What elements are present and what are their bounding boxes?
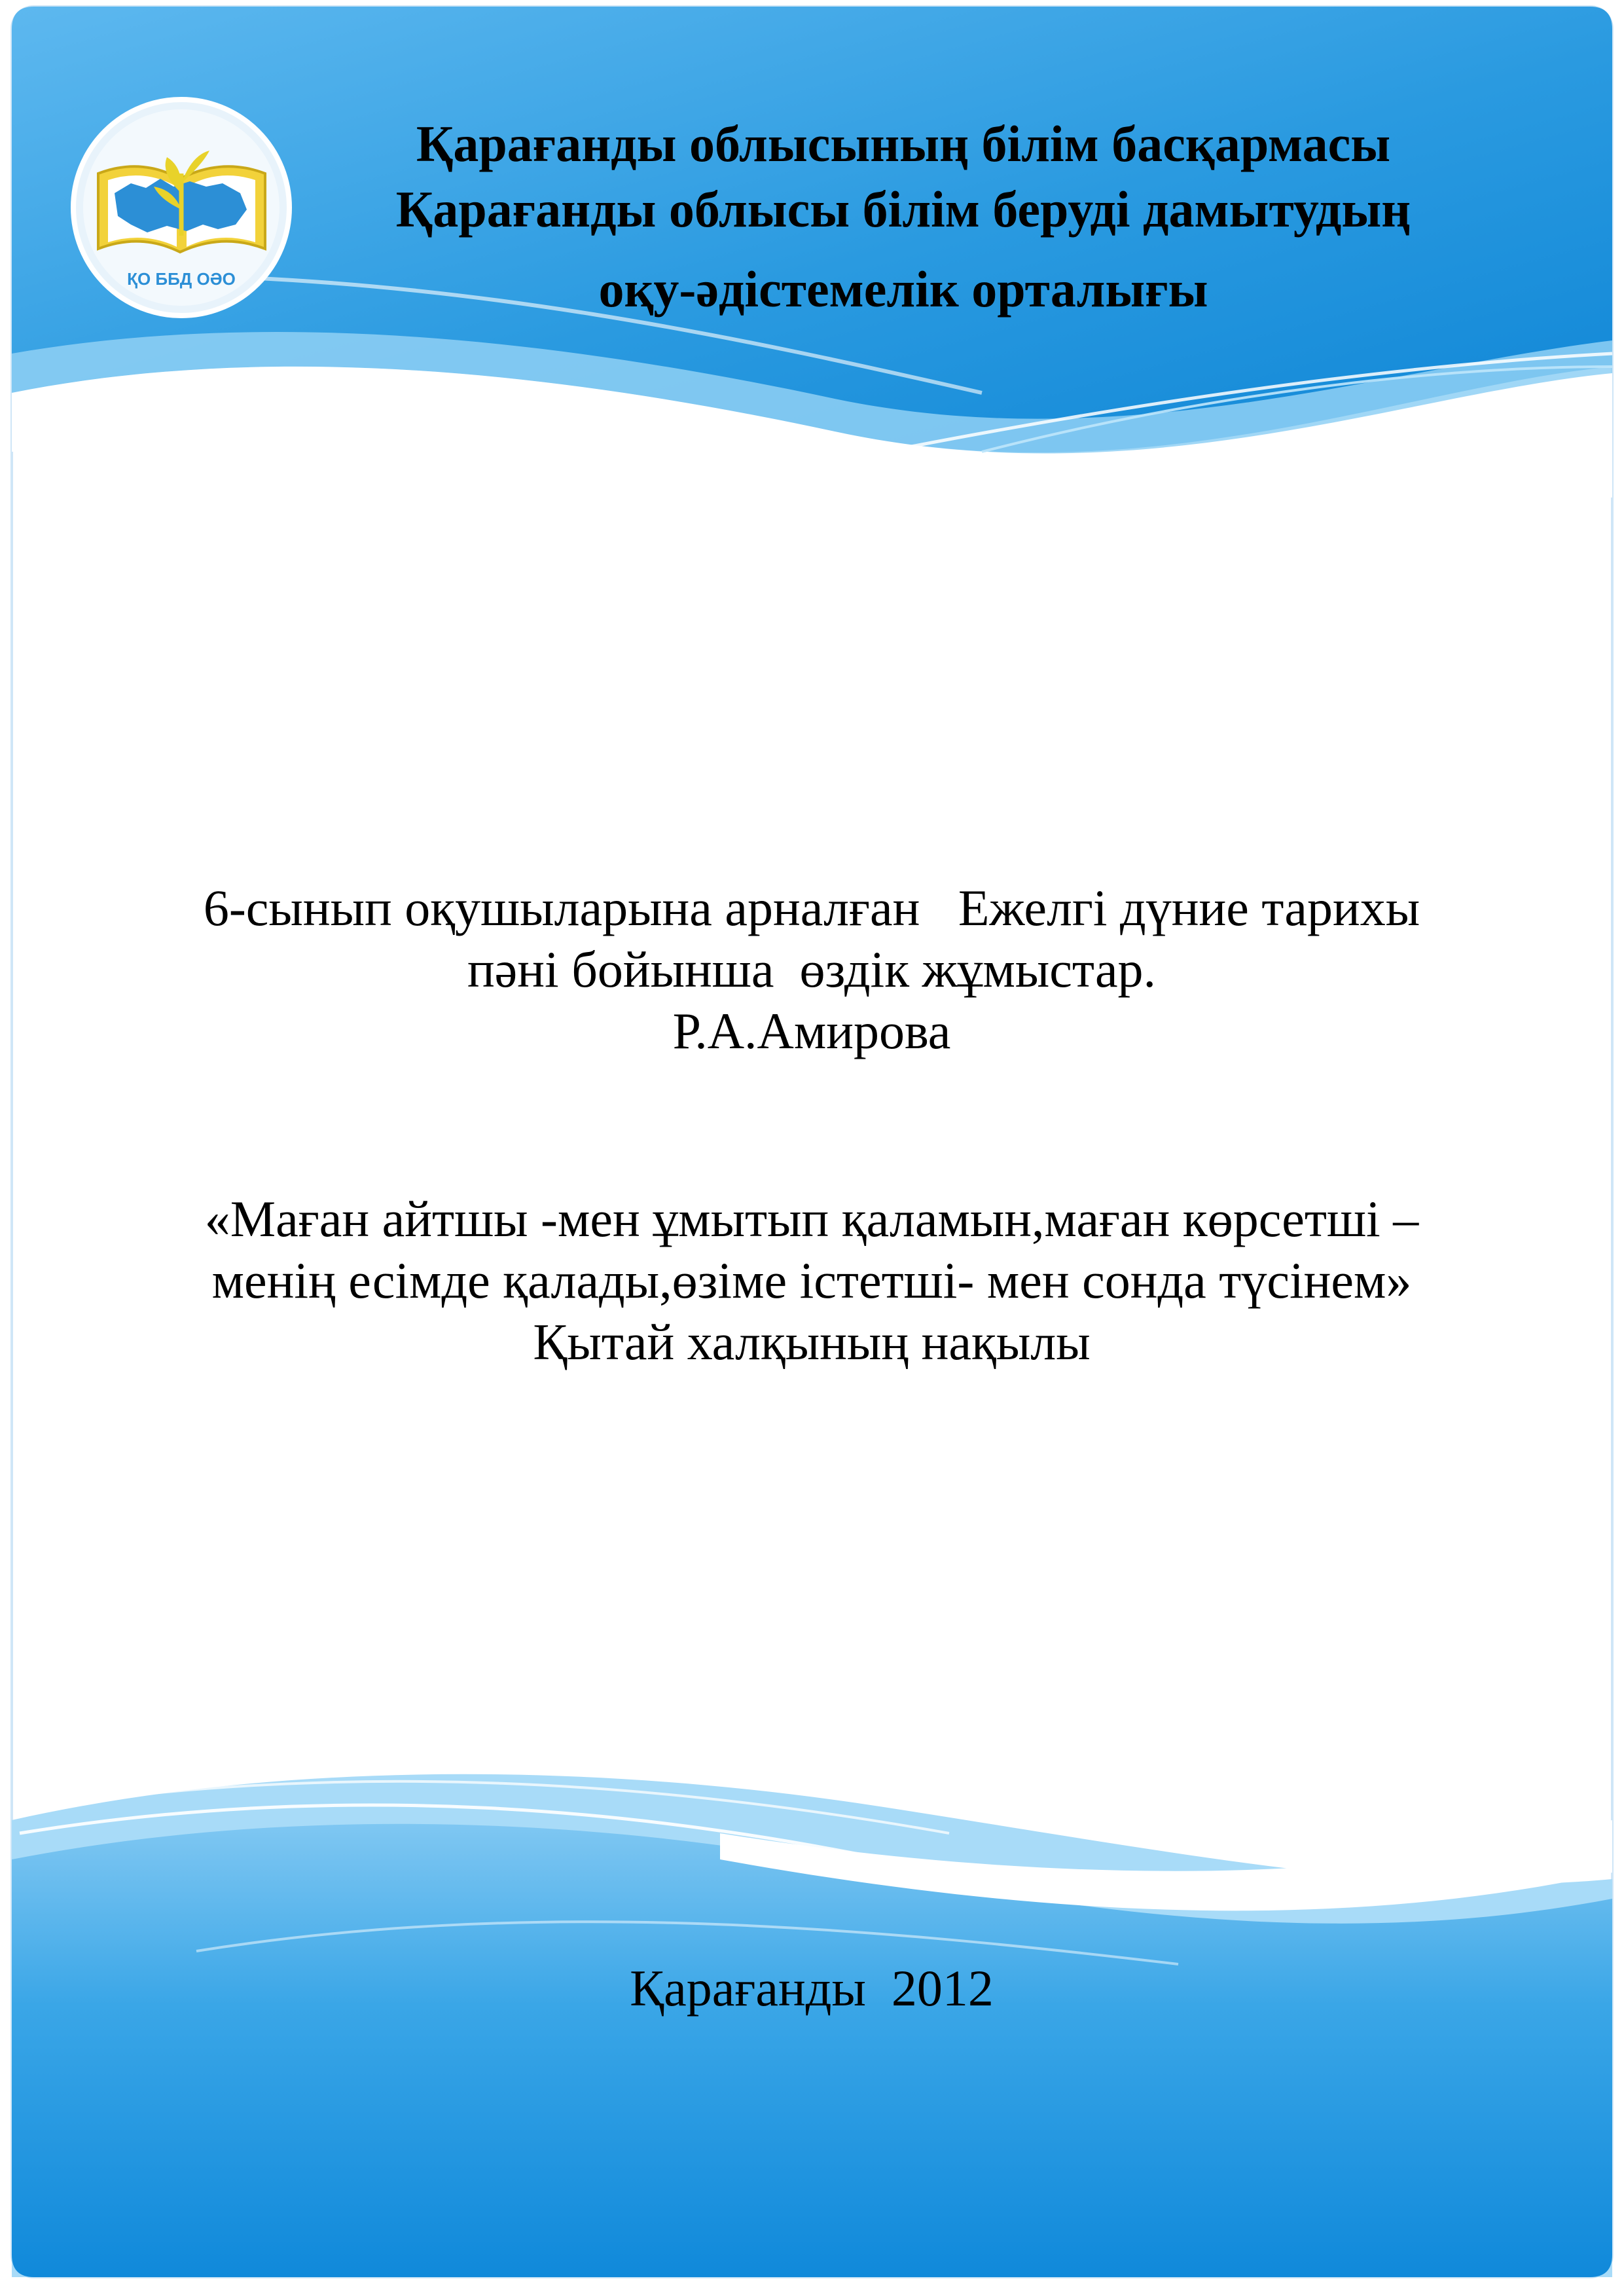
header-line-3: оқу-әдістемелік орталығы bbox=[598, 261, 1208, 318]
logo-text: ҚО ББД ОӘО bbox=[127, 269, 236, 289]
header-line-2: Қарағанды облысы білім беруді дамытудың bbox=[395, 181, 1411, 238]
epigraph-quote bbox=[92, 1188, 1532, 1373]
quote-source: Қытай халқының нақылы bbox=[533, 1313, 1091, 1370]
header-line-1: Қарағанды облысының білім басқармасы bbox=[416, 115, 1391, 172]
document-title bbox=[92, 877, 1532, 1062]
author-name: Р.А.Амирова bbox=[672, 1002, 951, 1059]
title-line-2: пәні бойынша өздік жұмыстар. bbox=[467, 941, 1157, 998]
organization-logo bbox=[69, 95, 295, 321]
quote-line-2: менің есімде қалады,өзіме істетші- мен сонда түсінем» bbox=[211, 1252, 1412, 1309]
organization-header bbox=[314, 111, 1492, 322]
city-year: Қарағанды 2012 bbox=[630, 1960, 994, 2017]
title-line-1: 6-сынып оқушыларына арналған Ежелгі дүние тарихы bbox=[203, 879, 1420, 936]
quote-line-1: «Маған айтшы -мен ұмытып қаламын,маған көрсетші – bbox=[204, 1190, 1419, 1247]
